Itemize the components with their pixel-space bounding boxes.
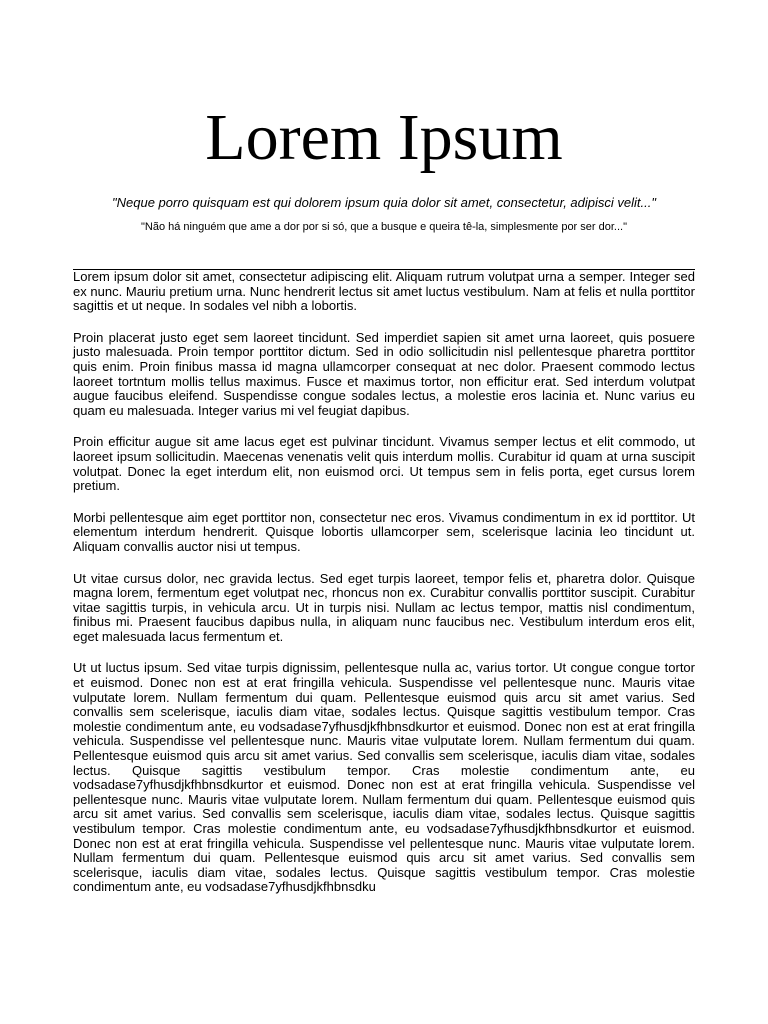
paragraph-3: Proin efficitur augue sit ame lacus eget est pulvinar tincidunt. Vivamus semper lectus et elit commodo, ut laoreet ipsum sollicitudin. Maecenas venenatis velit quis interdum mollis. Curabitur id quam at urna suscipit volutpat. Donec la eget interdum elit, non euismod orci. Ut tempus sem in felis porta, eget cursus lorem pretium. — [73, 434, 695, 494]
document-title: Lorem Ipsum — [205, 101, 563, 174]
paragraph-5: Ut vitae cursus dolor, nec gravida lectus. Sed eget turpis laoreet, tempor felis et, pharetra dolor. Quisque magna lorem, fermentum eget volutpat nec, rhoncus non ex. Curabitur convallis porttitor suscipit. Curabitur vitae sagittis turpis, in vehicula arcu. Ut in turpis nisi. Nullam ac lectus tempor, mattis nisl condimentum, finibus mi. Praesent faucibus dapibus nulla, in aliquam nunc faucibus nec. Vestibulum interdum eros elit, eget malesuada lacus fermentum et. — [73, 570, 695, 644]
paragraph-6: Ut ut luctus ipsum. Sed vitae turpis dignissim, pellentesque nulla ac, varius tortor. Ut congue congue tortor et euismod. Donec non est at erat fringilla vehicula. Suspendisse vel pellentesque nunc. Mauris vitae vulputate lorem. Nullam fermentum dui quam. Pellentesque euismod quis arcu sit amet varius. Sed convallis sem scelerisque, iaculis diam vitae, sodales lectus. Quisque sagittis vestibulum tempor. Cras molestie condimentum ante, eu vodsadase7yfhusdjkfhbnsdkurtor et euismod. Donec non est at erat fringilla vehicula. Suspendisse vel pellentesque nunc. Mauris vitae vulputate lorem. Nullam fermentum dui quam. Pellentesque euismod quis arcu sit amet varius. Sed convallis sem scelerisque, iaculis diam vitae, sodales lectus. Quisque sagittis vestibulum tempor. Cras molestie condimentum ante, eu vodsadase7yfhusdjkfhbnsdkurtor et euismod. Donec non est at erat fringilla vehicula. Suspendisse vel pellentesque nunc. Mauris vitae vulputate lorem. Nullam fermentum dui quam. Pellentesque euismod quis arcu sit amet varius. Sed convallis sem scelerisque, iaculis diam vitae, sodales lectus. Quisque sagittis vestibulum tempor. Cras molestie condimentum ante, eu vodsadase7yfhusdjkfhbnsdkurtor et euismod. Donec non est at erat fringilla vehicula. Suspendisse vel pellentesque nunc. Mauris vitae vulputate lorem. Nullam fermentum dui quam. Pellentesque euismod quis arcu sit amet varius. Sed convallis sem scelerisque, iaculis diam vitae, sodales lectus. Quisque sagittis vestibulum tempor. Cras molestie condimentum ante, eu vodsadase7yfhusdjkfhbnsdku — [73, 660, 695, 895]
portuguese-quote: "Não há ninguém que ame a dor por si só, que a busque e queira tê-la, simplesmente por ser dor..." — [141, 221, 627, 233]
latin-quote: "Neque porro quisquam est qui dolorem ipsum quia dolor sit amet, consectetur, adipisci velit..." — [112, 195, 656, 210]
paragraph-4: Morbi pellentesque aim eget porttitor non, consectetur nec eros. Vivamus condimentum in ex id porttitor. Ut elementum interdum hendrerit. Quisque lobortis ullamcorper sem, scelerisque lacinia leo tincidunt ut. Aliquam convallis auctor nisi ut tempus. — [73, 509, 695, 554]
paragraph-2: Proin placerat justo eget sem laoreet tincidunt. Sed imperdiet sapien sit amet urna laoreet, quis posuere justo malesuada. Proin tempor porttitor dictum. Sed in odio sollicitudin nisl pellentesque pharetra porttitor quis enim. Proin finibus massa id magna ullamcorper consequat at nec dolor. Praesent commodo lectus laoreet tortntum mollis tellus maximus. Fusce et maximus tortor, non efficitur erat. Sed interdum volutpat augue faucibus eleifend. Suspendisse congue sodales lectus, a molestie eros lacinia et. Nunc varius eu quam eu malesuada. Integer varius mi vel feugiat dapibus. — [73, 329, 695, 418]
paragraph-1: Lorem ipsum dolor sit amet, consectetur adipiscing elit. Aliquam rutrum volutpat urna a semper. Integer sed ex nunc. Mauriu pretium urna. Nunc hendrerit lectus sit amet luctus vestibulum. Nam at felis et nulla porttitor sagittis et ut neque. In sodales vel nibh a lobortis. — [73, 269, 695, 314]
document-body — [73, 270, 695, 912]
